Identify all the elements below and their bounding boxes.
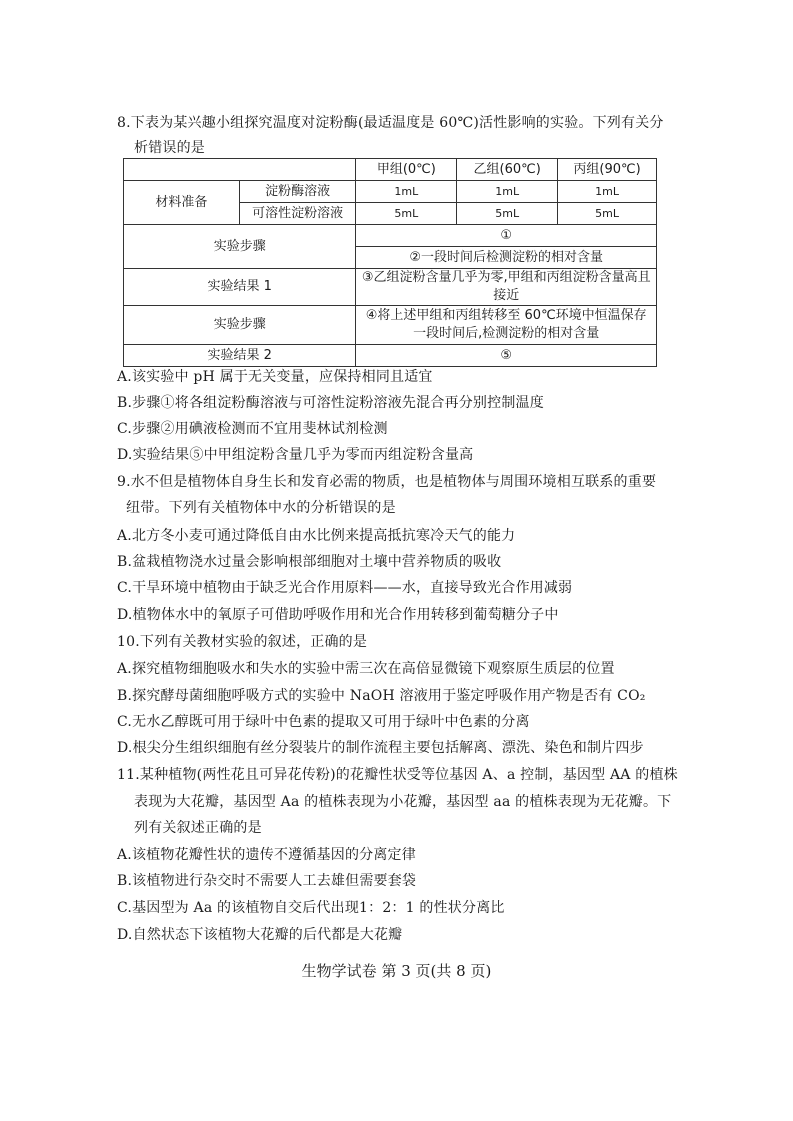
table-row	[124, 159, 657, 181]
q10-option-d: D.根尖分生组织细胞有丝分裂装片的制作流程主要包括解离、漂洗、染色和制片四步	[117, 740, 644, 756]
q8-stem-line1: 8.下表为某兴趣小组探究温度对淀粉酶(最适温度是 60℃)活性影响的实验。下列有关分	[117, 115, 664, 131]
q8-option-b: B.步骤①将各组淀粉酶溶液与可溶性淀粉溶液先混合再分别控制温度	[117, 395, 544, 411]
row-label-result2: 实验结果 2	[124, 345, 356, 367]
q8-stem-line2: 析错误的是	[134, 140, 205, 156]
q8-option-c: C.步骤②用碘液检测而不宜用斐林试剂检测	[117, 421, 388, 437]
row-label-steps: 实验步骤	[124, 225, 356, 269]
q11-stem-line2: 表现为大花瓣，基因型 Aa 的植株表现为小花瓣，基因型 aa 的植株表现为无花瓣。下	[134, 794, 672, 810]
table-corner-cell	[124, 159, 356, 181]
q9-option-d: D.植物体水中的氧原子可借助呼吸作用和光合作用转移到葡萄糖分子中	[117, 607, 559, 623]
q10-option-c: C.无水乙醇既可用于绿叶中色素的提取又可用于绿叶中色素的分离	[117, 714, 530, 730]
col-header-group-a: 甲组(0℃)	[356, 159, 457, 181]
cell-starch-c: 5mL	[558, 203, 657, 225]
table-row	[124, 225, 657, 247]
q8-option-d: D.实验结果⑤中甲组淀粉含量几乎为零而丙组淀粉含量高	[117, 447, 474, 463]
experiment-table	[123, 158, 657, 367]
row-label-starch: 可溶性淀粉溶液	[239, 203, 356, 225]
q9-stem-line1: 9.水不但是植物体自身生长和发育必需的物质，也是植物体与周围环境相互联系的重要	[117, 474, 657, 490]
row-label-result1: 实验结果 1	[124, 269, 356, 306]
q10-option-b: B.探究酵母菌细胞呼吸方式的实验中 NaOH 溶液用于鉴定呼吸作用产物是否有 CO₂	[117, 688, 646, 704]
page-footer: 生物学试卷 第 3 页(共 8 页)	[301, 962, 492, 980]
q10-stem: 10.下列有关教材实验的叙述，正确的是	[117, 634, 368, 650]
q11-option-a: A.该植物花瓣性状的遗传不遵循基因的分离定律	[117, 847, 416, 863]
cell-enzyme-c: 1mL	[558, 181, 657, 203]
row-label-materials: 材料准备	[124, 181, 240, 225]
q9-stem-line2: 纽带。下列有关植物体中水的分析错误的是	[126, 500, 396, 516]
cell-starch-b: 5mL	[457, 203, 558, 225]
table-row	[124, 306, 657, 345]
cell-starch-a: 5mL	[356, 203, 457, 225]
q9-option-c: C.干旱环境中植物由于缺乏光合作用原料——水，直接导致光合作用减弱	[117, 580, 573, 596]
cell-result1: ③乙组淀粉含量几乎为零,甲组和丙组淀粉含量高且接近	[356, 269, 657, 306]
q10-option-a: A.探究植物细胞吸水和失水的实验中需三次在高倍显微镜下观察原生质层的位置	[117, 661, 615, 677]
q9-option-a: A.北方冬小麦可通过降低自由水比例来提高抵抗寒冷天气的能力	[117, 528, 516, 544]
q11-option-c: C.基因型为 Aa 的该植物自交后代出现1：2：1 的性状分离比	[117, 900, 505, 916]
cell-enzyme-b: 1mL	[457, 181, 558, 203]
table-row	[124, 269, 657, 306]
table-row	[124, 181, 657, 203]
q11-option-d: D.自然状态下该植物大花瓣的后代都是大花瓣	[117, 927, 403, 943]
row-label-steps2: 实验步骤	[124, 306, 356, 345]
cell-step2: ②一段时间后检测淀粉的相对含量	[356, 247, 657, 269]
cell-enzyme-a: 1mL	[356, 181, 457, 203]
q11-stem-line3: 列有关叙述正确的是	[134, 820, 262, 836]
row-label-enzyme: 淀粉酶溶液	[239, 181, 356, 203]
cell-step1: ①	[356, 225, 657, 247]
q11-stem-line1: 11.某种植物(两性花且可异花传粉)的花瓣性状受等位基因 A、a 控制，基因型 AA 的植株	[117, 767, 678, 783]
table-row	[124, 345, 657, 367]
col-header-group-c: 丙组(90℃)	[558, 159, 657, 181]
cell-step4: ④将上述甲组和丙组转移至 60℃环境中恒温保存一段时间后,检测淀粉的相对含量	[356, 306, 657, 345]
q9-option-b: B.盆栽植物浇水过量会影响根部细胞对土壤中营养物质的吸收	[117, 554, 502, 570]
col-header-group-b: 乙组(60℃)	[457, 159, 558, 181]
q8-option-a: A.该实验中 pH 属于无关变量，应保持相同且适宜	[117, 369, 433, 385]
cell-result2: ⑤	[356, 345, 657, 367]
q11-option-b: B.该植物进行杂交时不需要人工去雄但需要套袋	[117, 873, 417, 889]
